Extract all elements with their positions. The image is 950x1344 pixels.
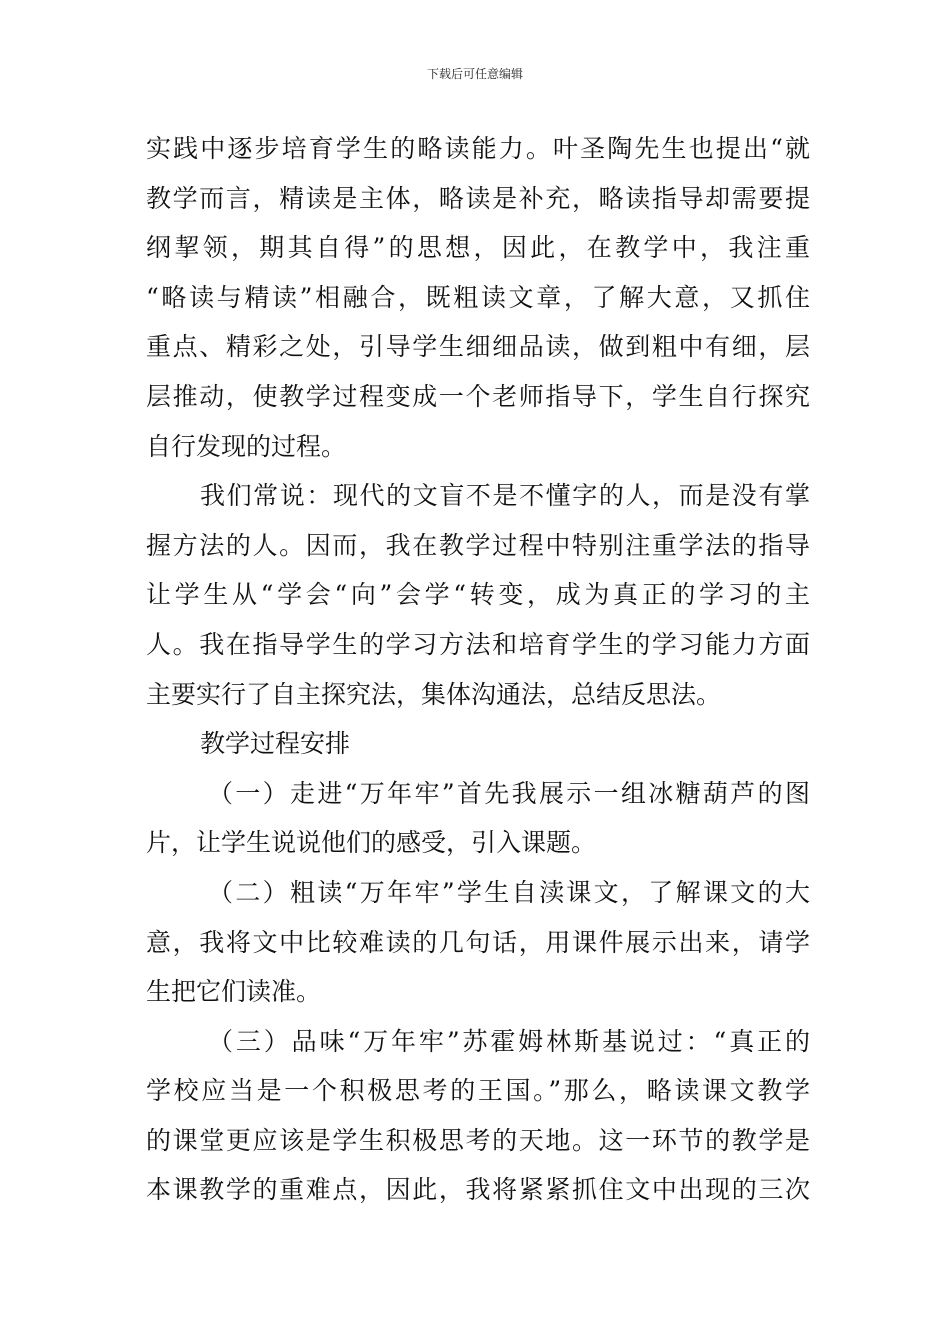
- paragraph-2: [146, 471, 810, 719]
- paragraph-step-1: [146, 769, 810, 868]
- text-line: 片，让学生说说他们的感受，引入课题。: [146, 828, 597, 858]
- page-header: 下载后可任意编辑: [426, 67, 523, 81]
- section-title: 教学过程安排: [200, 729, 351, 759]
- text-line: 实践中逐步培育学生的略读能力。叶圣陶先生也提出“就: [146, 134, 810, 163]
- text-line: 自行发现的过程。: [146, 431, 347, 461]
- text-line: 学校应当是一个积极思考的王国。”那么，略读课文教学: [146, 1076, 810, 1106]
- text-line: 本课教学的重难点，因此，我将紧紧抓住文中出现的三次: [146, 1175, 810, 1205]
- text-line: 意，我将文中比较难读的几句话，用课件展示出来，请学: [146, 927, 810, 957]
- text-line: 让学生从“学会“向”会学“转变，成为真正的学习的主: [146, 580, 810, 610]
- text-line: 主要实行了自主探究法，集体沟通法，总结反思法。: [146, 679, 722, 709]
- text-line: 握方法的人。因而，我在教学过程中特别注重学法的指导: [146, 530, 810, 560]
- text-line: 的课堂更应该是学生积极思考的天地。这一环节的教学是: [146, 1125, 810, 1155]
- text-line: 生把它们读准。: [146, 977, 322, 1007]
- text-line: 层推动，使教学过程变成一个老师指导下，学生自行探究: [146, 381, 810, 411]
- text-line: “略读与精读”相融合，既粗读文章，了解大意，又抓住: [146, 282, 810, 312]
- section-heading: [146, 719, 810, 769]
- text-line: （二）粗读“万年牢”学生自渎课文，了解课文的大: [208, 877, 810, 907]
- text-line: 重点、精彩之处，引导学生细细品读，做到粗中有细，层: [146, 332, 810, 362]
- text-line: （一）走进“万年牢”首先我展示一组冰糖葫芦的图: [208, 778, 810, 808]
- paragraph-1: [146, 124, 810, 471]
- text-line: 人。我在指导学生的学习方法和培育学生的学习能力方面: [146, 629, 810, 659]
- text-line: 纲挈领，期其自得”的思想，因此，在教学中，我注重: [146, 233, 810, 263]
- text-line: 我们常说：现代的文盲不是不懂字的人，而是没有掌: [200, 481, 810, 511]
- paragraph-step-3: [146, 1017, 810, 1215]
- text-line: （三）品味“万年牢”苏霍姆林斯基说过：“真正的: [208, 1026, 810, 1056]
- paragraph-step-2: [146, 868, 810, 1017]
- text-line: 教学而言，精读是主体，略读是补充，略读指导却需要提: [146, 183, 810, 213]
- document-body: [146, 124, 810, 1215]
